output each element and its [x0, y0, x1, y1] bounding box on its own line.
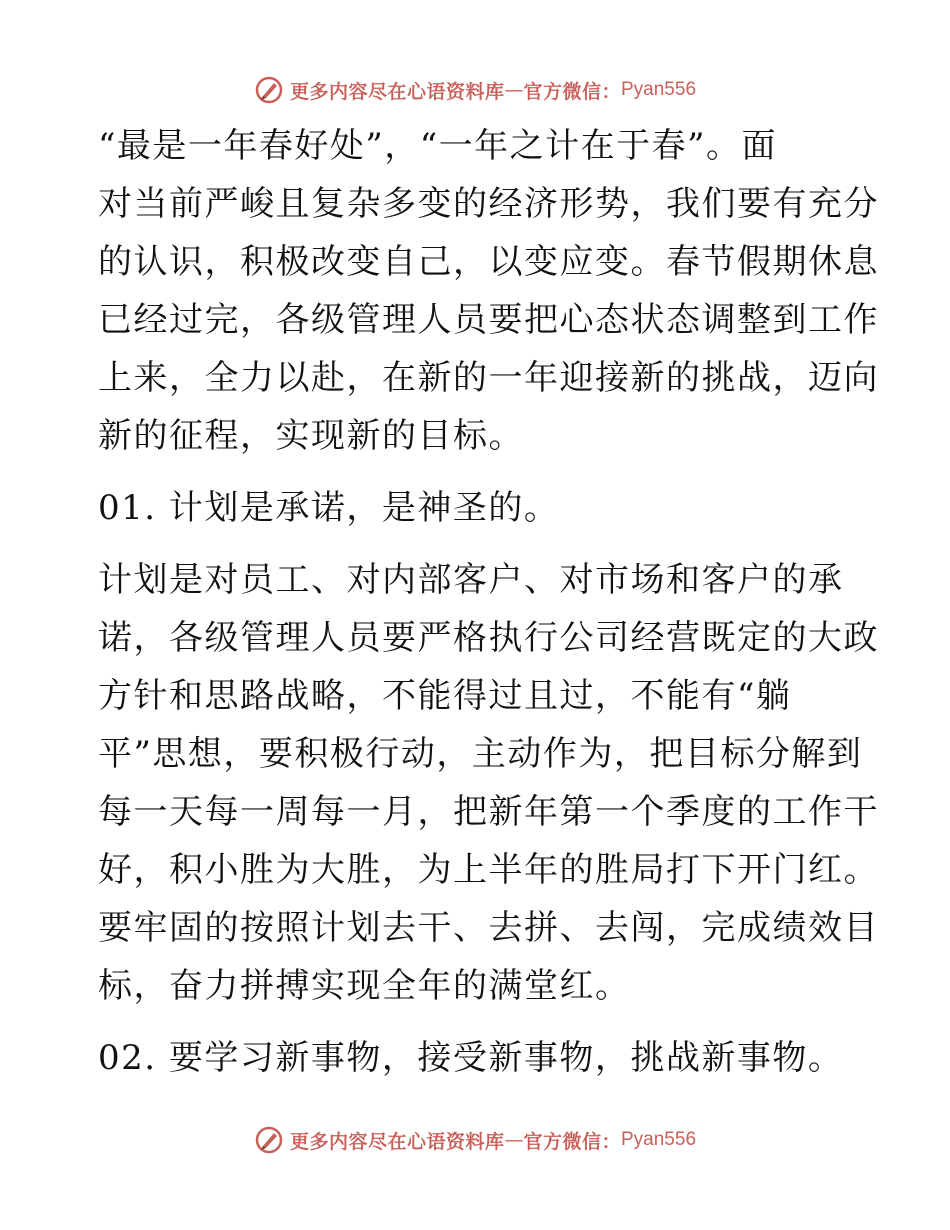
text-line: 要牢固的按照计划去干、去拼、去闯，完成绩效目 — [98, 908, 879, 948]
text-line: 平”思想，要积极行动，主动作为，把目标分解到 — [98, 734, 863, 774]
paragraph-plan — [98, 551, 879, 1015]
text-line: 新的征程，实现新的目标。 — [98, 416, 524, 456]
heading-line: 01. 计划是承诺，是神圣的。 — [98, 488, 560, 528]
banner-handle: Pyan556 — [621, 1129, 697, 1150]
banner-text: 更多内容尽在心语资料库 — [289, 1130, 505, 1153]
text-line: 上来，全力以赴，在新的一年迎接新的挑战，迈向 — [98, 358, 879, 398]
paragraph-intro — [98, 117, 879, 465]
text-line: 已经过完，各级管理人员要把心态状态调整到工作 — [98, 300, 879, 340]
pen-circle-logo-icon — [254, 75, 284, 105]
banner-handle: Pyan556 — [621, 79, 697, 100]
text-line: 诺，各级管理人员要严格执行公司经营既定的大政 — [98, 618, 879, 658]
text-line: “最是一年春好处”，“一年之计在于春”。面 — [98, 126, 778, 166]
text-line: 方针和思路战略，不能得过且过，不能有“躺 — [98, 676, 792, 716]
header-watermark-banner — [0, 70, 950, 110]
text-line: 好，积小胜为大胜，为上半年的胜局打下开门红。 — [98, 850, 879, 890]
text-line: 计划是对员工、对内部客户、对市场和客户的承 — [98, 560, 844, 600]
text-line: 对当前严峻且复杂多变的经济形势，我们要有充分 — [98, 184, 879, 224]
pen-circle-logo-icon — [254, 1125, 284, 1155]
section-heading-01 — [98, 479, 858, 537]
text-line: 标，奋力拼搏实现全年的满堂红。 — [98, 966, 631, 1006]
text-line: 的认识，积极改变自己，以变应变。春节假期休息 — [98, 242, 879, 282]
banner-dash: — — [504, 79, 524, 101]
banner-text: 更多内容尽在心语资料库 — [289, 80, 505, 103]
text-line: 每一天每一周每一月，把新年第一个季度的工作干 — [98, 792, 879, 832]
banner-label: 官方微信： — [523, 80, 621, 103]
document-body — [98, 117, 879, 1087]
footer-watermark-banner — [0, 1120, 950, 1160]
section-heading-02 — [98, 1029, 858, 1087]
heading-line: 02. 要学习新事物，接受新事物，挑战新事物。 — [98, 1038, 844, 1078]
banner-dash: — — [504, 1129, 524, 1151]
banner-label: 官方微信： — [523, 1130, 621, 1153]
